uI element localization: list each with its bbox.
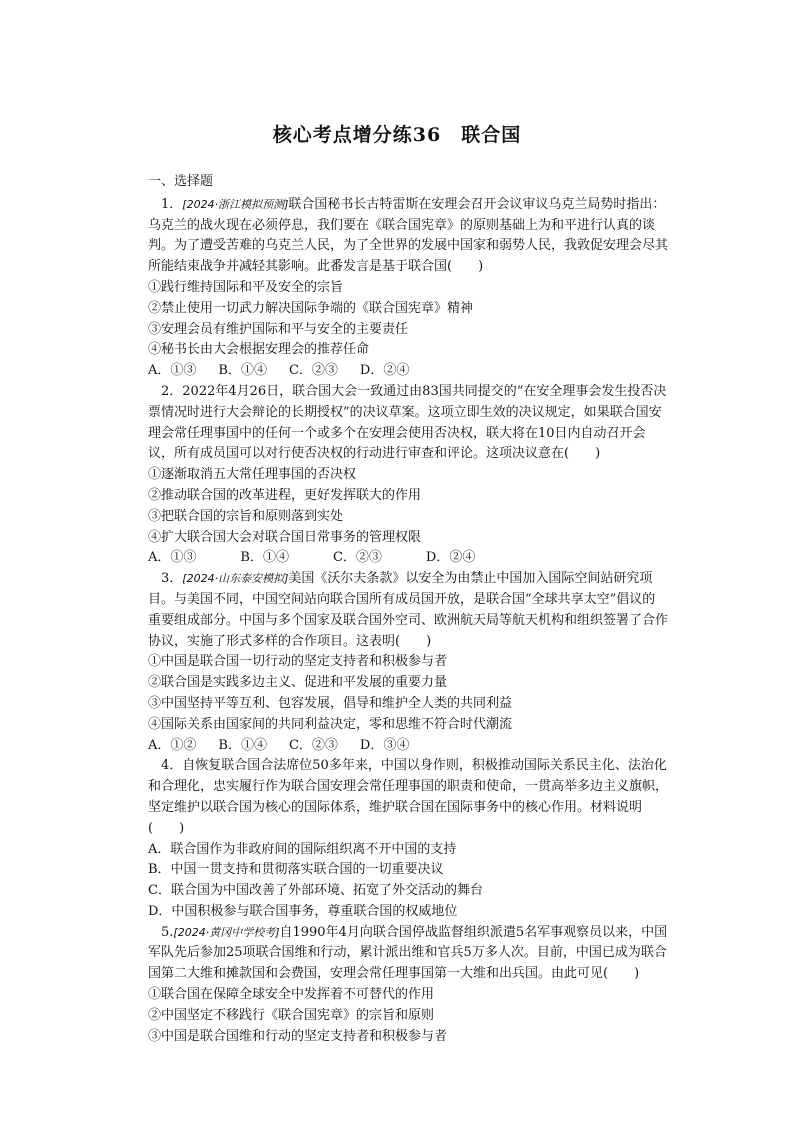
option-3: ③把联合国的宗旨和原则落到实处: [148, 508, 344, 524]
question-stem: [148, 756, 668, 839]
page-title: 核心考点增分练36 联合国: [272, 124, 522, 146]
question-stem: [148, 569, 668, 652]
question-number: 4．: [161, 758, 183, 774]
question-source: [2024·黄冈中学校考]: [173, 925, 280, 939]
question-2: [148, 382, 668, 569]
question-source: [2024·山东泰安模拟]: [182, 572, 289, 586]
question-source: [2024·浙江模拟预测]: [182, 197, 289, 211]
option-1: ①践行维持国际和平及安全的宗旨: [148, 279, 344, 295]
question-number: 1．: [161, 196, 183, 212]
option-2: ②禁止使用一切武力解决国际争端的《联合国宪章》精神: [148, 300, 474, 316]
choice-d: D．③④: [359, 737, 410, 753]
question-text: 自1990年4月向联合国停战监督组织派遣5名军事观察员以来，中国军队先后参加25项联合国维和行动，累计派出维和官兵5万多人次。目前，中国已成为联合国第二大维和摊款国和会费国，安理会常任理事国第一大维和出兵国。由此可见( ): [148, 924, 668, 982]
question-stem: [148, 382, 668, 465]
option-3: ③安理会员有维护国际和平与安全的主要责任: [148, 321, 409, 337]
answer-choices: [148, 736, 668, 757]
choice-a: A．①②: [148, 737, 197, 753]
option-d: D．中国积极参与联合国事务，尊重联合国的权威地位: [148, 903, 458, 919]
choice-b: B．①④: [218, 737, 267, 753]
question-list: [148, 172, 668, 1047]
choice-b: B．①④: [240, 550, 289, 566]
option-2: ②联合国是实践多边主义、促进和平发展的重要力量: [148, 675, 448, 691]
question-text: 美国《沃尔夫条款》以安全为由禁止中国加入国际空间站研究项目。与美国不同，中国空间站向联合国所有成员国开放，是联合国“全球共享太空”倡议的重要组成部分。中国与多个国家及联合国外空司、欧洲航天局等航天机构和组织签署了合作协议，实施了形式多样的合作项目。这表明( ): [148, 571, 669, 649]
choice-c: C．②③: [332, 550, 382, 566]
option-4: ④国际关系由国家间的共同利益决定，零和思维不符合时代潮流: [148, 716, 513, 732]
question-text: 2022年4月26日，联合国大会一致通过由83国共同提交的“在安全理事会发生投否决票情况时进行大会辩论的长期授权”的决议草案。这项立即生效的决议规定，如果联合国安理会常任理事国中的任何一个或多个在安理会使用否决权，联大将在10日内自动召开会议，所有成员国可以对行使否决权的行动进行审查和评论。这项决议意在( ): [148, 383, 667, 462]
question-number: 3．: [161, 571, 183, 587]
question-number: 5.: [161, 924, 174, 940]
answer-choices: [148, 361, 668, 382]
section-label: 一、选择题: [148, 174, 214, 189]
option-3: ③中国是联合国维和行动的坚定支持者和积极参与者: [148, 1028, 448, 1044]
question-3: [148, 569, 668, 756]
option-2: ②推动联合国的改革进程，更好发挥联大的作用: [148, 487, 422, 503]
choice-d: D．②④: [359, 363, 410, 379]
question-4: [148, 756, 668, 922]
question-text: 自恢复联合国合法席位50多年来，中国以身作则，积极推动国际关系民主化、法治化和合理化，忠实履行作为联合国安理会常任理事国的职责和使命，一贯高举多边主义旗帜，坚定维护以联合国为核心的国际体系，维护联合国在国际事务中的核心作用。材料说明( ): [148, 758, 669, 836]
option-1: ①中国是联合国一切行动的坚定支持者和积极参与者: [148, 654, 448, 670]
answer-choices: [148, 548, 668, 569]
choice-b: B．①④: [218, 363, 267, 379]
option-4: ④秘书长由大会根据安理会的推荐任命: [148, 342, 370, 358]
option-2: ②中国坚定不移践行《联合国宪章》的宗旨和原则: [148, 1007, 435, 1023]
choice-c: C．②③: [288, 737, 338, 753]
choice-a: A．①③: [148, 550, 197, 566]
question-text: 联合国秘书长古特雷斯在安理会召开会议审议乌克兰局势时指出：乌克兰的战火现在必须停息，我们要在《联合国宪章》的原则基础上为和平进行认真的谈判。为了遭受苦难的乌克兰人民，为了全世界的发展中国家和弱势人民，我敦促安理会尽其所能结束战争并减轻其影响。此番发言是基于联合国( ): [148, 196, 669, 275]
option-4: ④扩大联合国大会对联合国日常事务的管理权限: [148, 529, 422, 545]
option-3: ③中国坚持平等互利、包容发展，倡导和维护全人类的共同利益: [148, 695, 513, 711]
choice-a: A．①③: [148, 363, 197, 379]
question-number: 2．: [161, 383, 183, 399]
option-1: ①联合国在保障全球安全中发挥着不可替代的作用: [148, 987, 435, 1003]
choice-c: C．②③: [288, 363, 338, 379]
question-stem: [148, 195, 668, 278]
option-c: C．联合国为中国改善了外部环境、拓宽了外交活动的舞台: [148, 883, 483, 899]
option-1: ①逐渐取消五大常任理事国的否决权: [148, 467, 357, 483]
question-1: [148, 195, 668, 382]
question-5: [148, 923, 668, 1048]
option-a: A．联合国作为非政府间的国际组织离不开中国的支持: [148, 841, 457, 857]
option-b: B．中国一贯支持和贯彻落实联合国的一切重要决议: [148, 862, 444, 878]
question-stem: [148, 923, 668, 985]
choice-d: D．②④: [425, 550, 476, 566]
